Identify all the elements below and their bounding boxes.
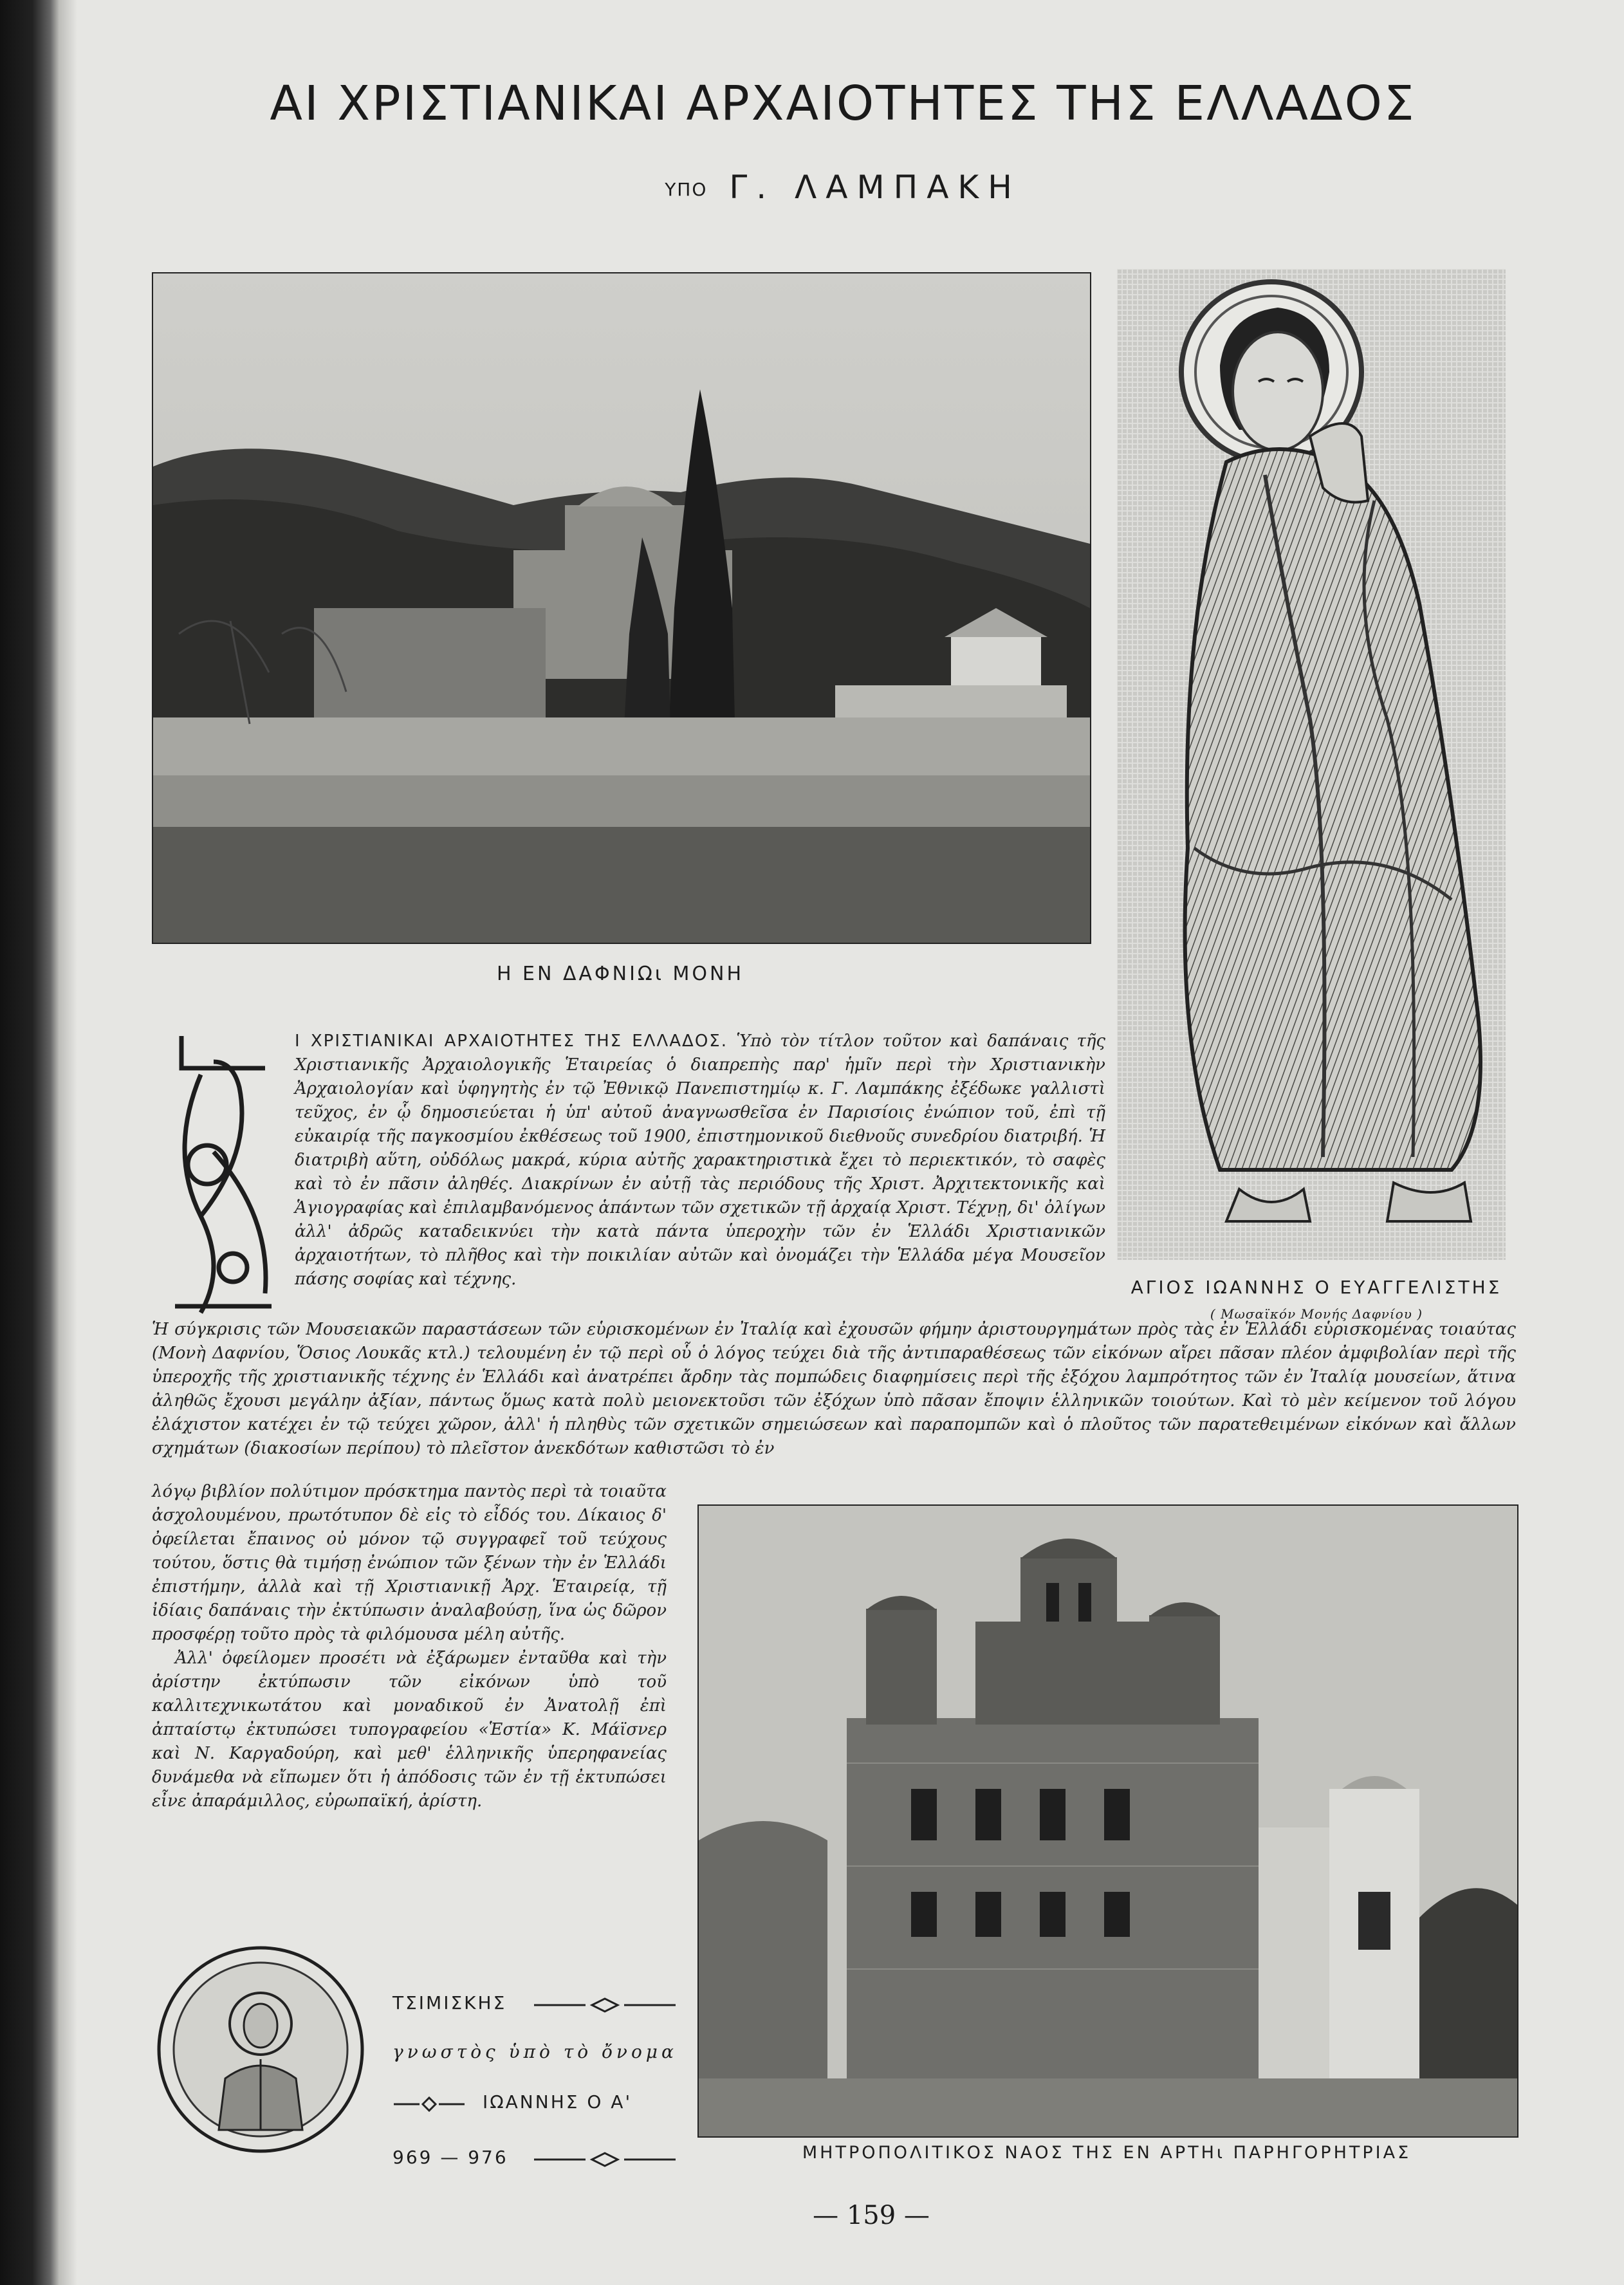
book-spine-shadow	[0, 0, 59, 2285]
byline	[212, 169, 1473, 206]
arta-parigoritissa-photo	[697, 1504, 1518, 2138]
ornament-rule-icon	[534, 1997, 676, 2013]
article-lead-paragraph	[295, 1030, 1105, 1291]
ornamental-drop-cap	[162, 1023, 284, 1326]
coin-emperor-name: ΤΣΙΜΙΣΚΗΣ	[392, 1992, 507, 2013]
ornament-rule-icon	[394, 2096, 465, 2112]
book-gutter	[59, 0, 77, 2285]
byline-prefix: ΥΠΟ	[665, 179, 708, 200]
article-lead-caps: Ι ΧΡΙΣΤΙΑΝΙΚΑΙ ΑΡΧΑΙΟΤΗΤΕΣ ΤΗΣ ΕΛΛΑΔΟΣ.	[295, 1031, 728, 1051]
mosaic-caption: ΑΓΙΟΣ ΙΩΑΝΝΗΣ Ο ΕΥΑΓΓΕΛΙΣΤΗΣ	[1130, 1277, 1502, 1298]
daphni-monastery-photo	[152, 272, 1091, 944]
article-wide-paragraph: Ἡ σύγκρισις τῶν Μουσειακῶν παραστάσεων τῶν εὑρισκομένων ἐν Ἰταλίᾳ καὶ ἐχουσῶν φήμην ἀριστουργημάτων πρὸς τὰς ἐν Ἑλλάδι εὑρισκομένας τοιαύτας (Μονὴ Δαφνίου, Ὅσιος Λουκᾶς κτλ.) τελουμένη ἐν τῷ περὶ οὗ ὁ λόγος τεύχει διὰ τῆς ἀντιπαραθέσεως τῶν εἰκόνων αἴρει πᾶσαν πλέον ἀμφιβολίαν περὶ τῆς ὑπεροχῆς τῆς χριστιανικῆς τέχνης ἐν Ἑλλάδι καὶ ἀνατρέπει ἄρδην τὰς πομπώδεις διαφημίσεις περὶ τῆς ἐξόχου λαμπρότητος τῶν ἐν Ἰταλίᾳ μουσείων, ἅτινα ἀληθῶς ἔχουσι μεγάλην ἀξίαν, πάντως ὅμως κατὰ πολὺ μειονεκτοῦσι τῶν ἐξόχων ὑπὸ πᾶσαν ἔποψιν ἑλληνικῶν τοιούτων. Καὶ τὸ μὲν κείμενον τοῦ λόγου ἐλάχιστον κατέχει ἐν τῷ τεύχει χῶρον, ἀλλ' ἡ πληθὺς τῶν σχετικῶν σημειώσεων καὶ παραπομπῶν καὶ ὁ πλοῦτος τῶν παρατεθειμένων εἰκόνων καὶ ἄλλων σχημάτων (διακοσίων περίπου) τὸ πλεῖστον ἀνεκδότων καθιστῶσι τὸ ἐν	[152, 1320, 1516, 1458]
ornament-rule-icon	[534, 2152, 676, 2167]
tzimiskes-coin-illustration	[154, 1943, 367, 2156]
article-left-column	[152, 1480, 667, 1813]
mosaic-source-note: ( Μωσαϊκόν Μονής Δαφνίου )	[1210, 1306, 1423, 1322]
article-lead-text: Ὑπὸ τὸν τίτλον τοῦτον καὶ δαπάναις τῆς Χριστιανικῆς Ἀρχαιολογικῆς Ἑταιρείας ὁ διαπρεπὴς παρ' ἡμῖν περὶ τὴν Χριστιανικὴν Ἀρχαιολογίαν καὶ ὑφηγητὴς ἐν τῷ Ἐθνικῷ Πανεπιστημίῳ κ. Γ. Λαμπάκης ἐξέδωκε γαλλιστὶ τεῦχος, ἐν ᾧ δημοσιεύεται ἡ ὑπ' αὐτοῦ ἀναγνωσθεῖσα ἐν Παρισίοις ἐνώπιον τοῦ, ἐπὶ τῇ εὐκαιρίᾳ τῆς παγκοσμίου ἐκθέσεως τοῦ 1900, ἐπιστημονικοῦ διεθνοῦς συνεδρίου διατριβή. Ἡ διατριβὴ αὕτη, οὐδόλως μακρά, κύρια αὐτῆς χαρακτηριστικὰ ἔχει τὸ περιεκτικόν, τὸ σαφὲς καὶ τὸ ἐν πᾶσιν ἀληθές. Διακρίνων ἐν αὐτῇ τὰς περιόδους τῆς Χριστ. Ἀρχιτεκτονικῆς καὶ Ἁγιογραφίας καὶ ἐπιλαμβανόμενος ἁπάντων τῶν σχετικῶν τῇ ἀρχαίᾳ Χριστ. Τέχνῃ, δι' ὀλίγων ἀλλ' ἀδρῶς καταδεικνύει τὴν κατὰ πάντα ὑπεροχὴν τῶν ἐν Ἑλλάδι Χριστιανικῶν ἀρχαιοτήτων, τὸ πλῆθος καὶ τὴν ποικιλίαν αὐτῶν καὶ ὀνομάζει τὴν Ἑλλάδα μέγα Μουσεῖον πάσης σοφίας καὶ τέχνης.	[295, 1031, 1105, 1289]
st-john-mosaic-illustration	[1117, 269, 1506, 1260]
page-title: ΑΙ ΧΡΙΣΤΙΑΝΙΚΑΙ ΑΡΧΑΙΟΤΗΤΕΣ ΤΗΣ ΕΛΛΑΔΟΣ	[270, 76, 1416, 131]
article-paragraph: Ἀλλ' ὀφείλομεν προσέτι νὰ ἐξάρωμεν ἐνταῦθα καὶ τὴν ἀρίστην ἐκτύπωσιν τῶν εἰκόνων ὑπὸ τοῦ καλλιτεχνικωτάτου καὶ μοναδικοῦ ἐν Ἀνατολῇ ἐπὶ ἀπταίστῳ ἐκτυπώσει τυπογραφείου «Ἑστία» Κ. Μάϊσνερ καὶ Ν. Καργαδούρη, καὶ μεθ' ἑλληνικῆς ὑπερηφανείας δυνάμεθα νὰ εἴπωμεν ὅτι ἡ ἀπόδοσις τῶν ἐν τῇ ἐκτυπώσει εἶνε ἀπαράμιλλος, εὐρωπαϊκή, ἀρίστη.	[152, 1649, 667, 1811]
daphni-photo-caption: Η ΕΝ ΔΑΦΝΙΩι ΜΟΝΗ	[496, 963, 744, 985]
article-paragraph: λόγῳ βιβλίον πολύτιμον πρόσκτημα παντὸς περὶ τὰ τοιαῦτα ἀσχολουμένου, πρωτότυπον δὲ εἰς τὸ εἶδός του. Δίκαιος δ' ὀφείλεται ἔπαινος οὐ μόνον τῷ συγγραφεῖ τοῦ τεύχους τούτου, ὅστις θὰ τιμήσῃ ἐνώπιον τῶν ξένων τὴν ἐν Ἑλλάδι ἐπιστήμην, ἀλλὰ καὶ τῇ Χριστιανικῇ Ἀρχ. Ἑταιρείᾳ, τῇ ἰδίαις δαπάναις τὴν ἐκτύπωσιν ἀναλαβούσῃ, ἵνα ὡς δῶρον προσφέρῃ τοῦτο πρὸς τὰ φιλόμουσα μέλη αὐτῆς.	[152, 1482, 667, 1644]
arta-photo-caption: ΜΗΤΡΟΠΟΛΙΤΙΚΟΣ ΝΑΟΣ ΤΗΣ ΕΝ ΑΡΤΗι ΠΑΡΗΓΟΡΗΤΡΙΑΣ	[802, 2143, 1412, 2163]
coin-emperor-title: ΙΩΑΝΝΗΣ Ο Α'	[483, 2091, 632, 2113]
coin-note: γνωστὸς ὑπὸ τὸ ὄνομα	[392, 2041, 678, 2062]
coin-reign-years: 969 — 976	[392, 2147, 508, 2168]
page-number: — 159 —	[813, 2201, 930, 2230]
author-name: Γ. ΛΑΜΠΑΚΗ	[729, 169, 1021, 206]
